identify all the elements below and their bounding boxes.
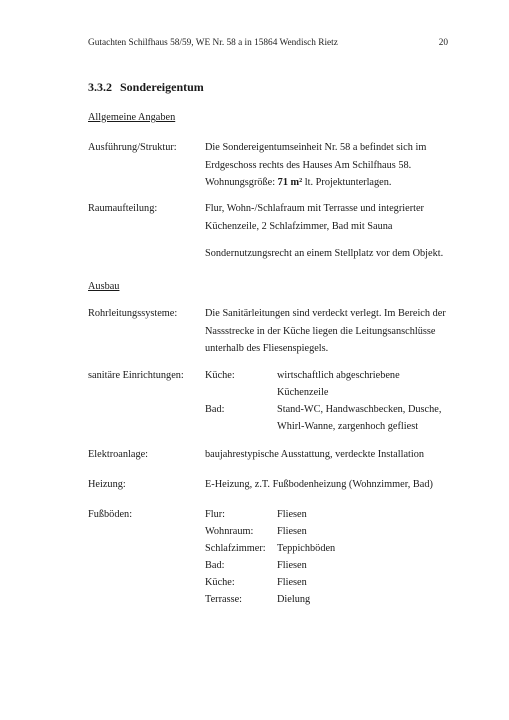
floor-material: Fliesen — [277, 509, 307, 520]
sanitaer-row-cont — [205, 418, 448, 435]
section-number: 3.3.2 — [88, 80, 112, 94]
groesse-value: 71 m² — [277, 177, 303, 188]
text-ausfuehrung-line2: Erdgeschoss rechts des Hauses Am Schilfhaus 58. — [205, 159, 412, 171]
floor-room: Wohnraum: — [205, 526, 254, 537]
subheading-ausbau: Ausbau — [88, 281, 120, 292]
text-ausfuehrung — [205, 139, 448, 192]
text-raum-line1: Flur, Wohn-/Schlafraum mit Terrasse und integrierter — [205, 203, 424, 214]
fussboeden-list — [205, 506, 335, 608]
text-raumaufteilung — [205, 200, 448, 235]
text-rohr-line3: unterhalb des Fliesenspiegels. — [205, 343, 329, 354]
label-elektroanlage: Elektroanlage: — [88, 449, 149, 460]
floor-material: Fliesen — [277, 526, 307, 537]
groesse-suffix: lt. Projektunterlagen. — [302, 177, 392, 188]
floor-material: Fliesen — [277, 577, 307, 588]
text-ausfuehrung-line1: Die Sondereigentumseinheit Nr. 58 a befindet sich im — [205, 142, 427, 153]
floor-material: Dielung — [277, 594, 311, 605]
text-sondernutzungsrecht: Sondernutzungsrecht an einem Stellplatz vor dem Objekt. — [205, 248, 444, 259]
sanitaer-value-line1: Stand-WC, Handwaschbecken, Dusche, — [277, 404, 442, 415]
label-ausfuehrung: Ausführung/Struktur: — [88, 142, 177, 153]
floor-room: Schlafzimmer: — [205, 543, 266, 554]
header-title: Gutachten Schilfhaus 58/59, WE Nr. 58 a in 15864 Wendisch Rietz — [88, 38, 338, 48]
floor-row — [205, 523, 335, 540]
floor-room: Flur: — [205, 509, 226, 520]
page-number: 20 — [438, 38, 448, 48]
floor-material: Fliesen — [277, 560, 307, 571]
sanitaer-row-cont — [205, 384, 448, 401]
floor-row — [205, 574, 335, 591]
floor-row — [205, 591, 335, 608]
floor-row — [205, 540, 335, 557]
groesse-prefix: Wohnungsgröße: — [205, 177, 278, 188]
floor-material: Teppichböden — [277, 543, 336, 554]
floor-row — [205, 506, 335, 523]
section-heading — [88, 80, 204, 95]
label-fussboeden: Fußböden: — [88, 509, 133, 520]
sanitaer-value-line2: Whirl-Wanne, zargenhoch gefliest — [277, 421, 419, 432]
sanitaer-value-line2: Küchenzeile — [277, 387, 329, 398]
subheading-allgemeine: Allgemeine Angaben — [88, 112, 176, 123]
sanitaer-key: Küche: — [205, 370, 235, 381]
text-elektroanlage: baujahrestypische Ausstattung, verdeckte Installation — [205, 449, 425, 460]
sanitaer-row — [205, 367, 448, 384]
text-raum-line2: Küchenzeile, 2 Schlafzimmer, Bad mit Sauna — [205, 220, 393, 232]
sanitaer-row — [205, 401, 448, 418]
floor-row — [205, 557, 335, 574]
sanitaer-list — [205, 367, 448, 435]
sanitaer-value-line1: wirtschaftlich abgeschriebene — [277, 370, 400, 381]
section-title: Sondereigentum — [120, 80, 204, 94]
label-sanitaere-einrichtungen: sanitäre Einrichtungen: — [88, 370, 184, 381]
floor-room: Küche: — [205, 577, 235, 588]
label-heizung: Heizung: — [88, 479, 126, 490]
text-rohr-line2: Nassstrecke in der Küche liegen die Leitungsanschlüsse — [205, 325, 436, 337]
text-rohrleitungssysteme — [205, 305, 448, 358]
sanitaer-key: Bad: — [205, 404, 225, 415]
text-heizung: E-Heizung, z.T. Fußbodenheizung (Wohnzimmer, Bad) — [205, 479, 433, 490]
text-wohnungsgroesse — [205, 174, 448, 192]
label-raumaufteilung: Raumaufteilung: — [88, 203, 158, 214]
floor-room: Bad: — [205, 560, 225, 571]
text-rohr-line1: Die Sanitärleitungen sind verdeckt verlegt. Im Bereich der — [205, 308, 446, 319]
label-rohrleitungssysteme: Rohrleitungssysteme: — [88, 308, 178, 319]
floor-room: Terrasse: — [205, 594, 243, 605]
